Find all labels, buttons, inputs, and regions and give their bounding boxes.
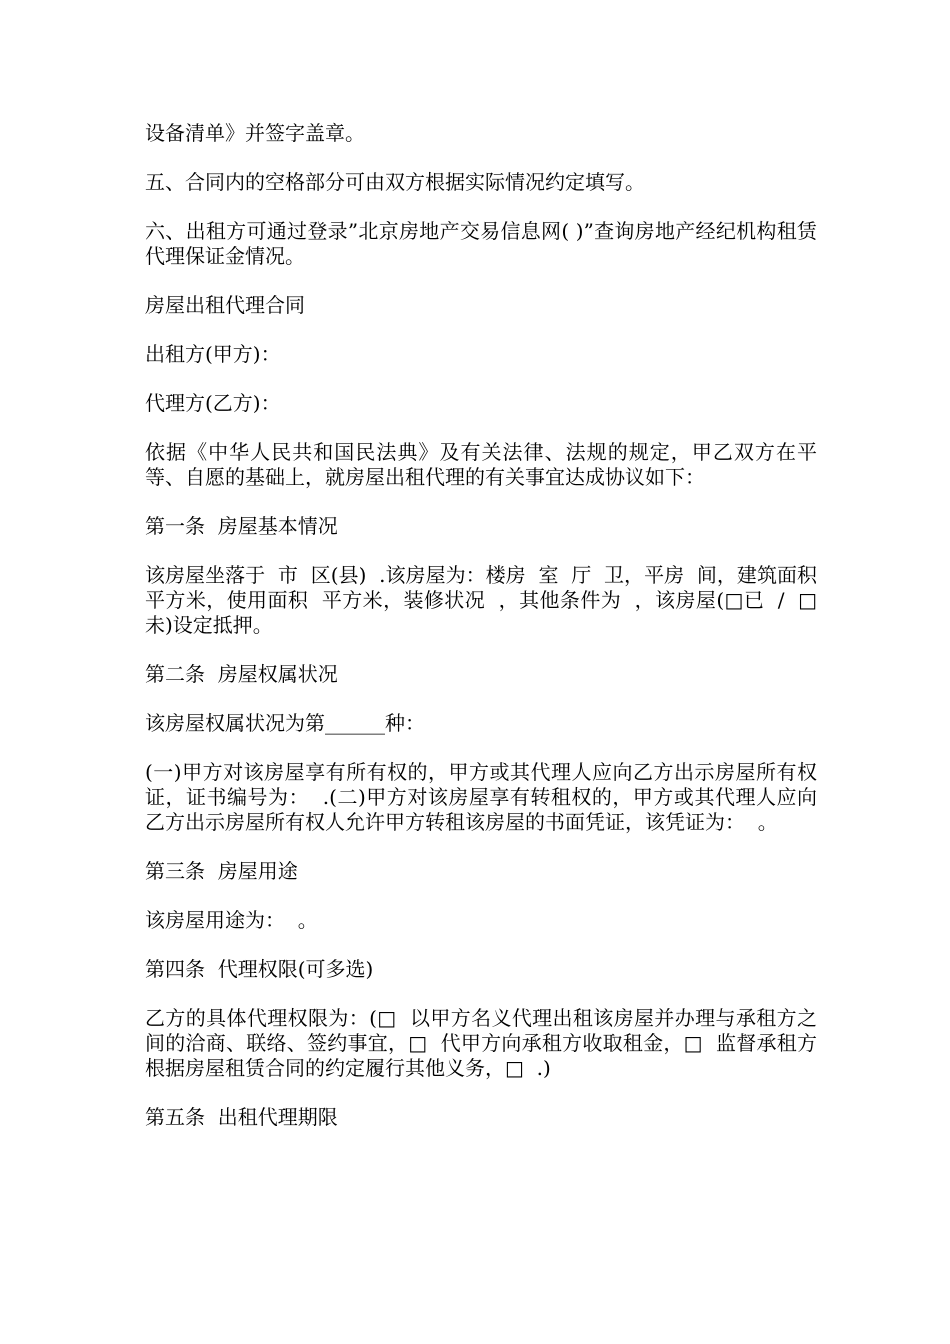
article-one-body: 该房屋坐落于 市 区(县) .该房屋为：楼房 室 厅 卫，平房 间，建筑面积 平方米，使用面积 平方米，装修状况 ，其他条件为 ，该房屋(□已 / □未)设定抵押。 <box>145 563 830 637</box>
paragraph-item-five: 五、合同内的空格部分可由双方根据实际情况约定填写。 <box>145 170 645 194</box>
article-two-intro: 该房屋权属状况为第______种： <box>145 711 425 735</box>
article-four-body: 乙方的具体代理权限为：(□ 以甲方名义代理出租该房屋并办理与承租方之间的洽商、联络、签约事宜，□ 代甲方向承租方收取租金，□ 监督承租方根据房屋租赁合同的约定履行其他义务，□ .) <box>145 1006 817 1080</box>
paragraph-equipment-list-ending: 设备清单》并签字盖章。 <box>145 121 365 145</box>
article-three-body: 该房屋用途为： 。 <box>145 908 318 932</box>
agent-party-b: 代理方(乙方)： <box>145 391 281 415</box>
article-three-heading: 第三条 房屋用途 <box>145 859 298 883</box>
paragraph-preamble: 依据《中华人民共和国民法典》及有关法律、法规的规定，甲乙双方在平等、自愿的基础上，就房屋出租代理的有关事宜达成协议如下： <box>145 440 817 489</box>
article-one-heading: 第一条 房屋基本情况 <box>145 514 338 538</box>
contract-title: 房屋出租代理合同 <box>145 293 305 317</box>
article-five-heading: 第五条 出租代理期限 <box>145 1105 338 1129</box>
paragraph-item-six: 六、出租方可通过登录”北京房地产交易信息网( )”查询房地产经纪机构租赁代理保证金情况。 <box>145 219 817 268</box>
article-two-heading: 第二条 房屋权属状况 <box>145 662 338 686</box>
article-four-heading: 第四条 代理权限(可多选) <box>145 957 374 981</box>
document-page <box>145 121 830 1154</box>
lessor-party-a: 出租方(甲方)： <box>145 342 281 366</box>
article-two-body: (一)甲方对该房屋享有所有权的，甲方或其代理人应向乙方出示房屋所有权证，证书编号为： .(二)甲方对该房屋享有转租权的，甲方或其代理人应向乙方出示房屋所有权人允许甲方转租该房屋的书面凭证，该凭证为： 。 <box>145 760 817 834</box>
